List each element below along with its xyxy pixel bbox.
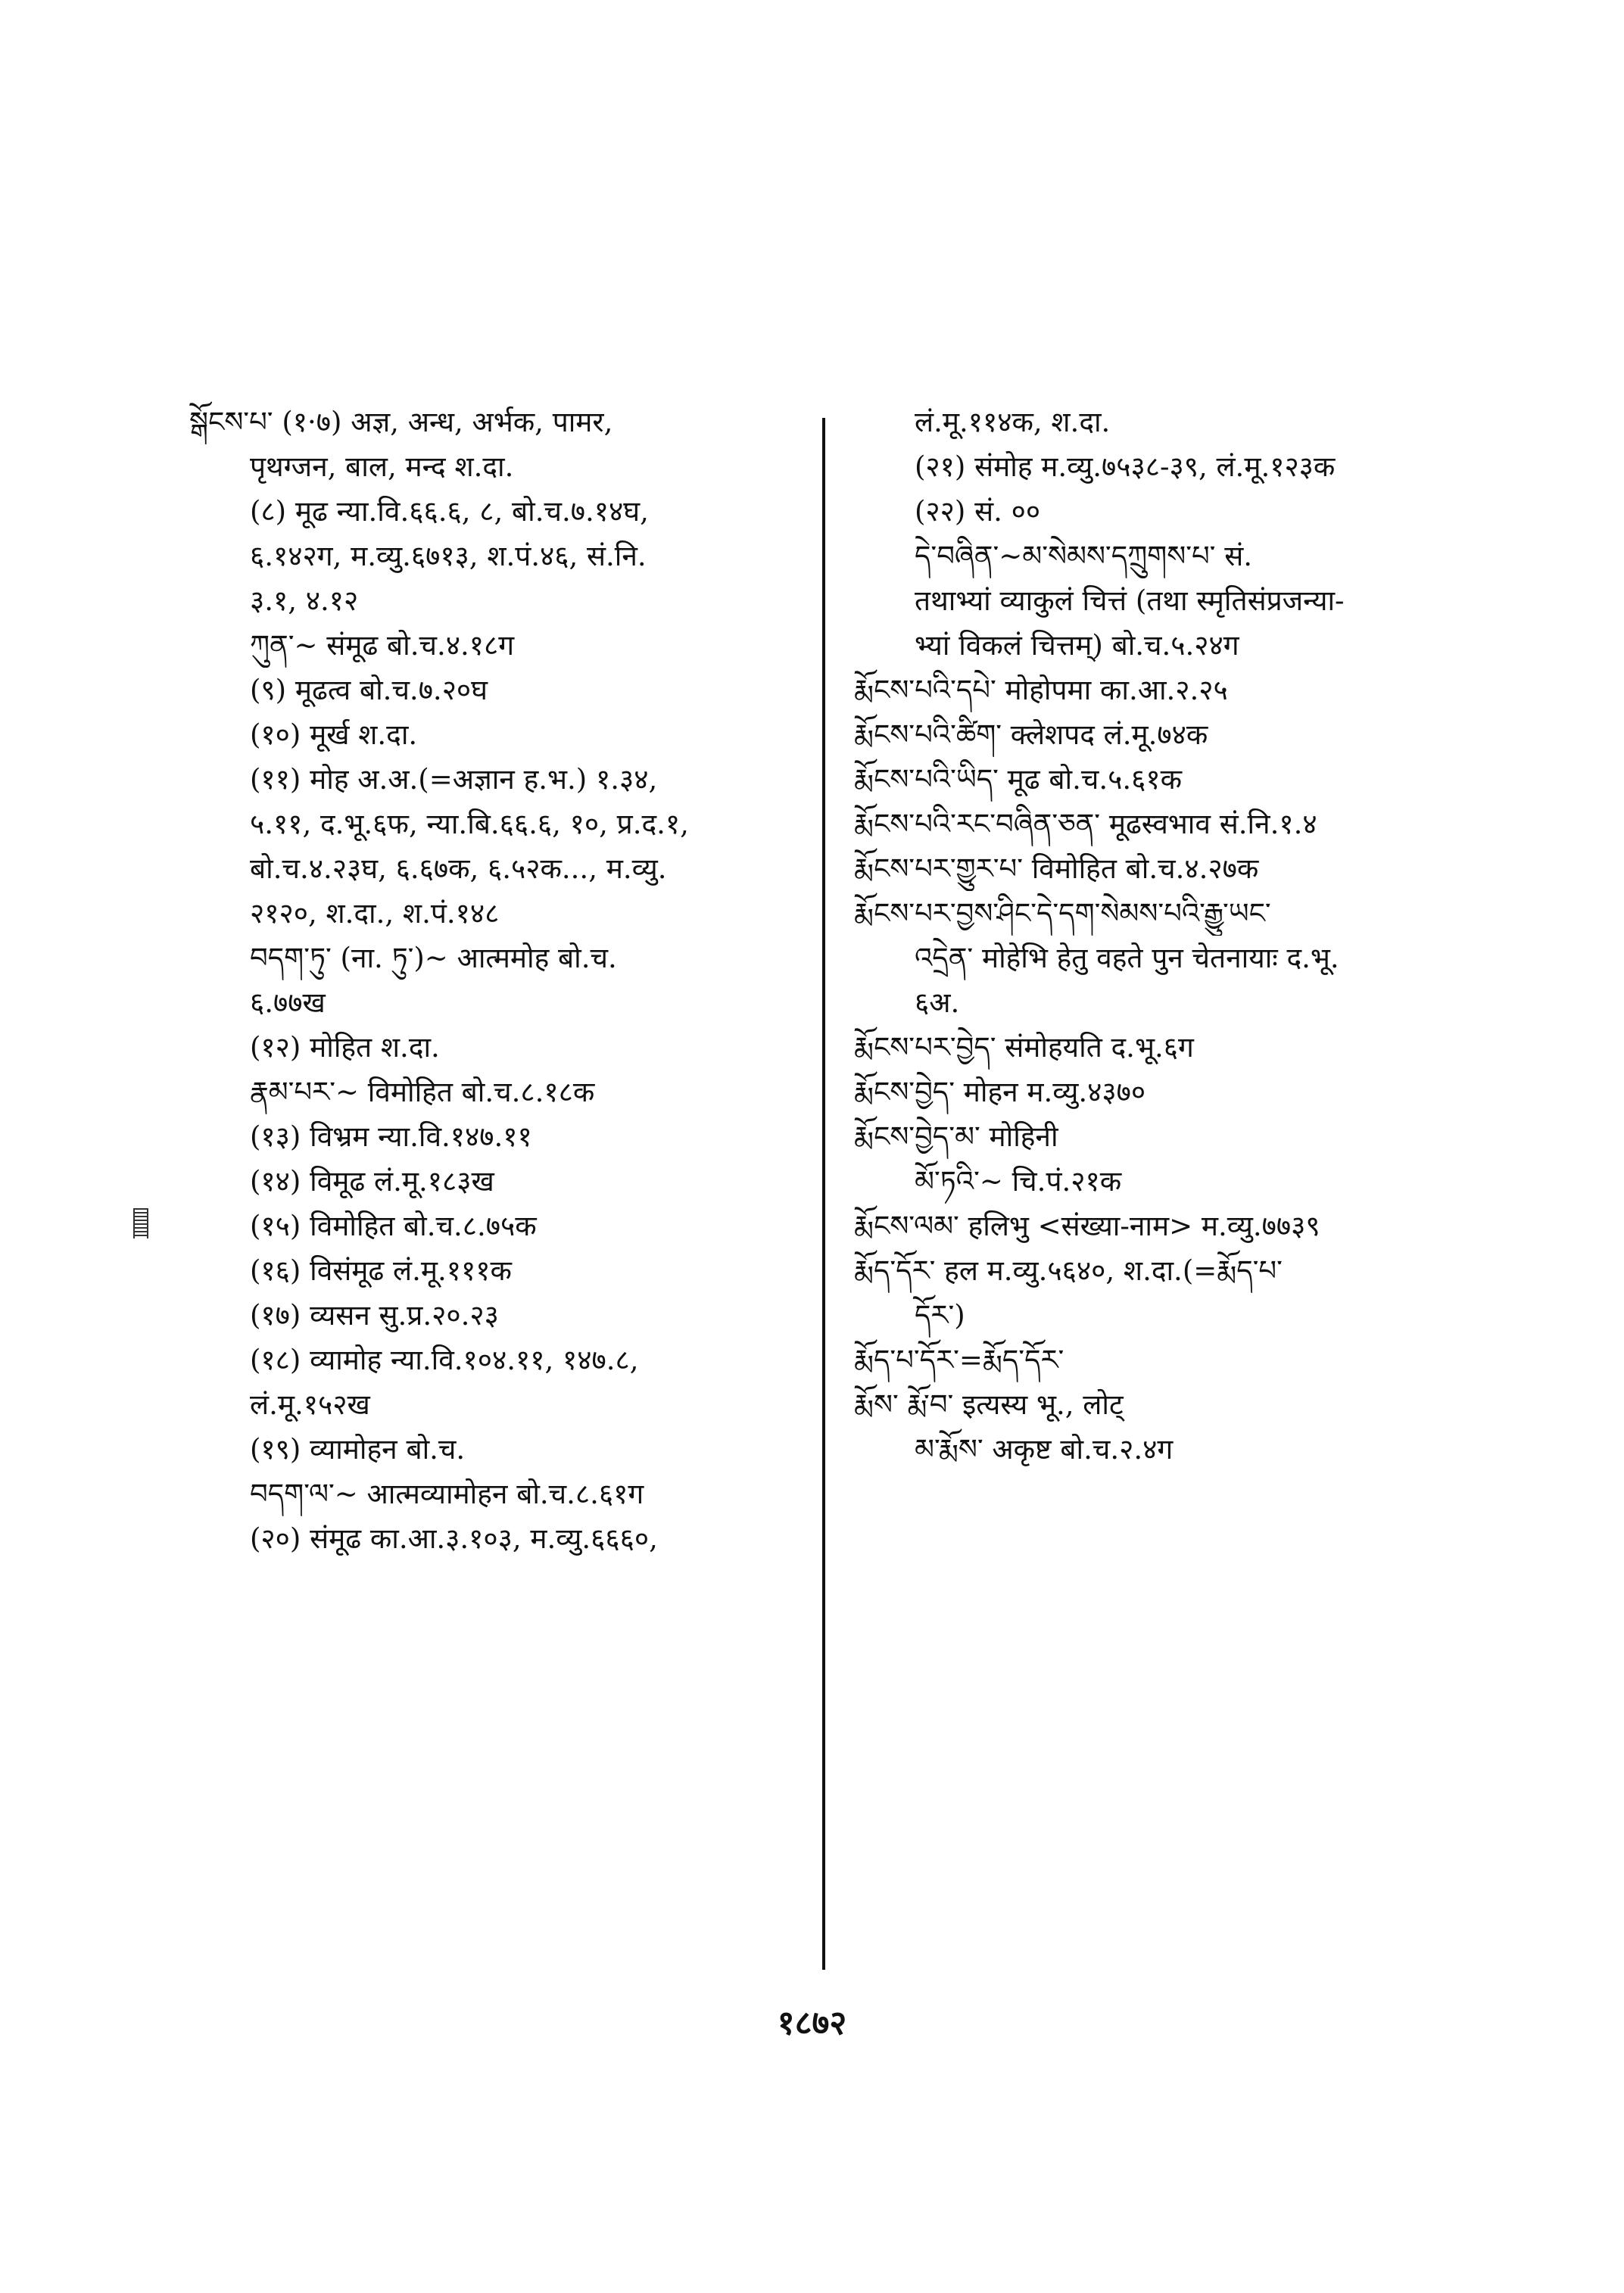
dictionary-line: ३.१, ४.१२ (250, 584, 359, 617)
dictionary-line: རྨོས་ རྨོ་བ་ इत्यस्य भू., लोट् (854, 1388, 1124, 1421)
dictionary-line: ६.१४२ग, म.व्यु.६७१३, श.पं.४६, सं.नि. (250, 540, 647, 572)
dictionary-line: (८) मूढ न्या.वि.६६.६, ८, बो.च.७.१४घ, (250, 495, 649, 528)
right-column (854, 400, 1475, 1472)
dictionary-line: རྨོད་པ་དོར་=རྨོད་དོར་ (854, 1344, 1064, 1376)
dictionary-line: དེ་བཞིན་~མ་སེམས་དཀྲུགས་པ་ सं. (915, 540, 1252, 572)
dictionary-line: རྨོངས་པར་བྱས་ཤིང་དེ་དག་སེམས་པའི་རྒྱུ་ཡང་ (854, 897, 1271, 930)
page-number: १८७२ (777, 2004, 847, 2042)
column-divider (822, 418, 825, 1970)
dictionary-line: རྨོངས་ལམ་ हलिभु <संख्या-नाम> म.व्यु.७७३९ (854, 1210, 1320, 1242)
dictionary-line: लं.मू.१५२ख (250, 1388, 370, 1421)
dictionary-line: (१९) व्यामोहन बो.च. (250, 1433, 466, 1466)
dictionary-line: རྨོངས་བྱེད་ मोहन म.व्यु.४३७० (854, 1076, 1146, 1108)
dictionary-line: ६.७७ख (250, 986, 326, 1019)
dictionary-line: (१६) विसंमूढ लं.मू.१११क (250, 1254, 512, 1287)
dictionary-line: རྨོངས་པའི་དཔེ་ मोहोपमा का.आ.२.२५ (854, 674, 1228, 706)
dictionary-line: लं.मू.११४क, श.दा. (915, 406, 1111, 438)
dictionary-line: (१२) मोहित श.दा. (250, 1031, 440, 1064)
dictionary-line: (१८) व्यामोह न्या.वि.१०४.११, १४७.८, (250, 1344, 639, 1376)
dictionary-line: पृथग्जन, बाल, मन्द श.दा. (250, 450, 514, 483)
dictionary-line: བདག་ལ་~ आत्मव्यामोहन बो.च.८.६१ग (250, 1478, 644, 1510)
dictionary-line: २१२०, श.दा., श.पं.१४८ (250, 897, 500, 930)
dictionary-line: ६अ. (915, 986, 960, 1019)
dictionary-line: ཀུན་~ संमूढ बो.च.४.१८ग (250, 629, 515, 662)
dictionary-line: (१४) विमूढ लं.मू.१८३ख (250, 1165, 494, 1198)
dictionary-line: (९) मूढत्व बो.च.७.२०घ (250, 674, 488, 706)
dictionary-line: तथाभ्यां व्याकुलं चित्तं (तथा स्मृतिसंप्रजन्या- (915, 584, 1345, 617)
dictionary-line: རྨོངས་པར་གྱུར་པ་ विमोहित बो.च.४.२७क (854, 852, 1259, 885)
margin-mark (133, 1208, 148, 1238)
dictionary-line: (१७) व्यसन सु.प्र.२०.२३ (250, 1299, 499, 1332)
dictionary-line: རྨོངས་པར་བྱེད་ संमोहयति द.भू.६ग (854, 1031, 1194, 1064)
dictionary-line: མ་རྨོས་ अकृष्ट बो.च.२.४ग (915, 1433, 1174, 1466)
dictionary-line: འདྲེན་ मोहेभि हेतु वहते पुन चेतनायाः द.भू. (915, 942, 1339, 974)
dictionary-line: རྨོངས་པའི་ཡིད་ मूढ बो.च.५.६१क (854, 763, 1182, 796)
dictionary-line: (१५) विमोहित बो.च.८.७५क (250, 1210, 537, 1242)
dictionary-line: (२२) सं. ०० (915, 495, 1041, 528)
dictionary-line: རྨོངས་པའི་ཚིག་ क्लेशपद लं.मू.७४क (854, 718, 1208, 751)
dictionary-line: སྒོངས་པ་ (१·७) अज्ञ, अन्ध, अर्भक, पामर, (189, 406, 613, 438)
dictionary-line: དོར་) (915, 1299, 965, 1332)
dictionary-line: (११) मोह अ.अ.(=अज्ञान ह.भ.) १.३४, (250, 763, 658, 796)
left-column (189, 400, 806, 1561)
dictionary-line: རྨོད་དོར་ हल म.व्यु.५६४०, श.दा.(=རྨོད་པ་ (854, 1254, 1283, 1287)
dictionary-line: རྨོངས་པའི་རང་བཞིན་ཅན་ मूढस्वभाव सं.नि.१.४ (854, 808, 1317, 840)
dictionary-line: (२१) संमोह म.व्यु.७५३८-३९, लं.मू.१२३क (915, 450, 1336, 483)
dictionary-line: རྨོངས་བྱེད་མ་ मोहिनी (854, 1120, 1058, 1153)
dictionary-line: भ्यां विकलं चित्तम्) बो.च.५.२४ग (915, 629, 1239, 662)
dictionary-line: (१३) विभ्रम न्या.वि.१४७.११ (250, 1120, 532, 1153)
dictionary-line: (१०) मूर्ख श.दा. (250, 718, 418, 751)
dictionary-line: མོ་ཏའི་~ चि.पं.२१क (915, 1165, 1122, 1198)
dictionary-line: बो.च.४.२३घ, ६.६७क, ६.५२क..., म.व्यु. (250, 852, 667, 885)
dictionary-line: (२०) संमूढ का.आ.३.१०३, म.व्यु.६६६०, (250, 1522, 658, 1555)
dictionary-line: རྣམ་པར་~ विमोहित बो.च.८.१८क (250, 1076, 595, 1108)
dictionary-line: བདག་ཏུ་ (ना. ཏུ་)~ आत्ममोह बो.च. (250, 942, 617, 974)
dictionary-line: ५.११, द.भू.६फ, न्या.बि.६६.६, १०, प्र.द.१, (250, 808, 689, 840)
